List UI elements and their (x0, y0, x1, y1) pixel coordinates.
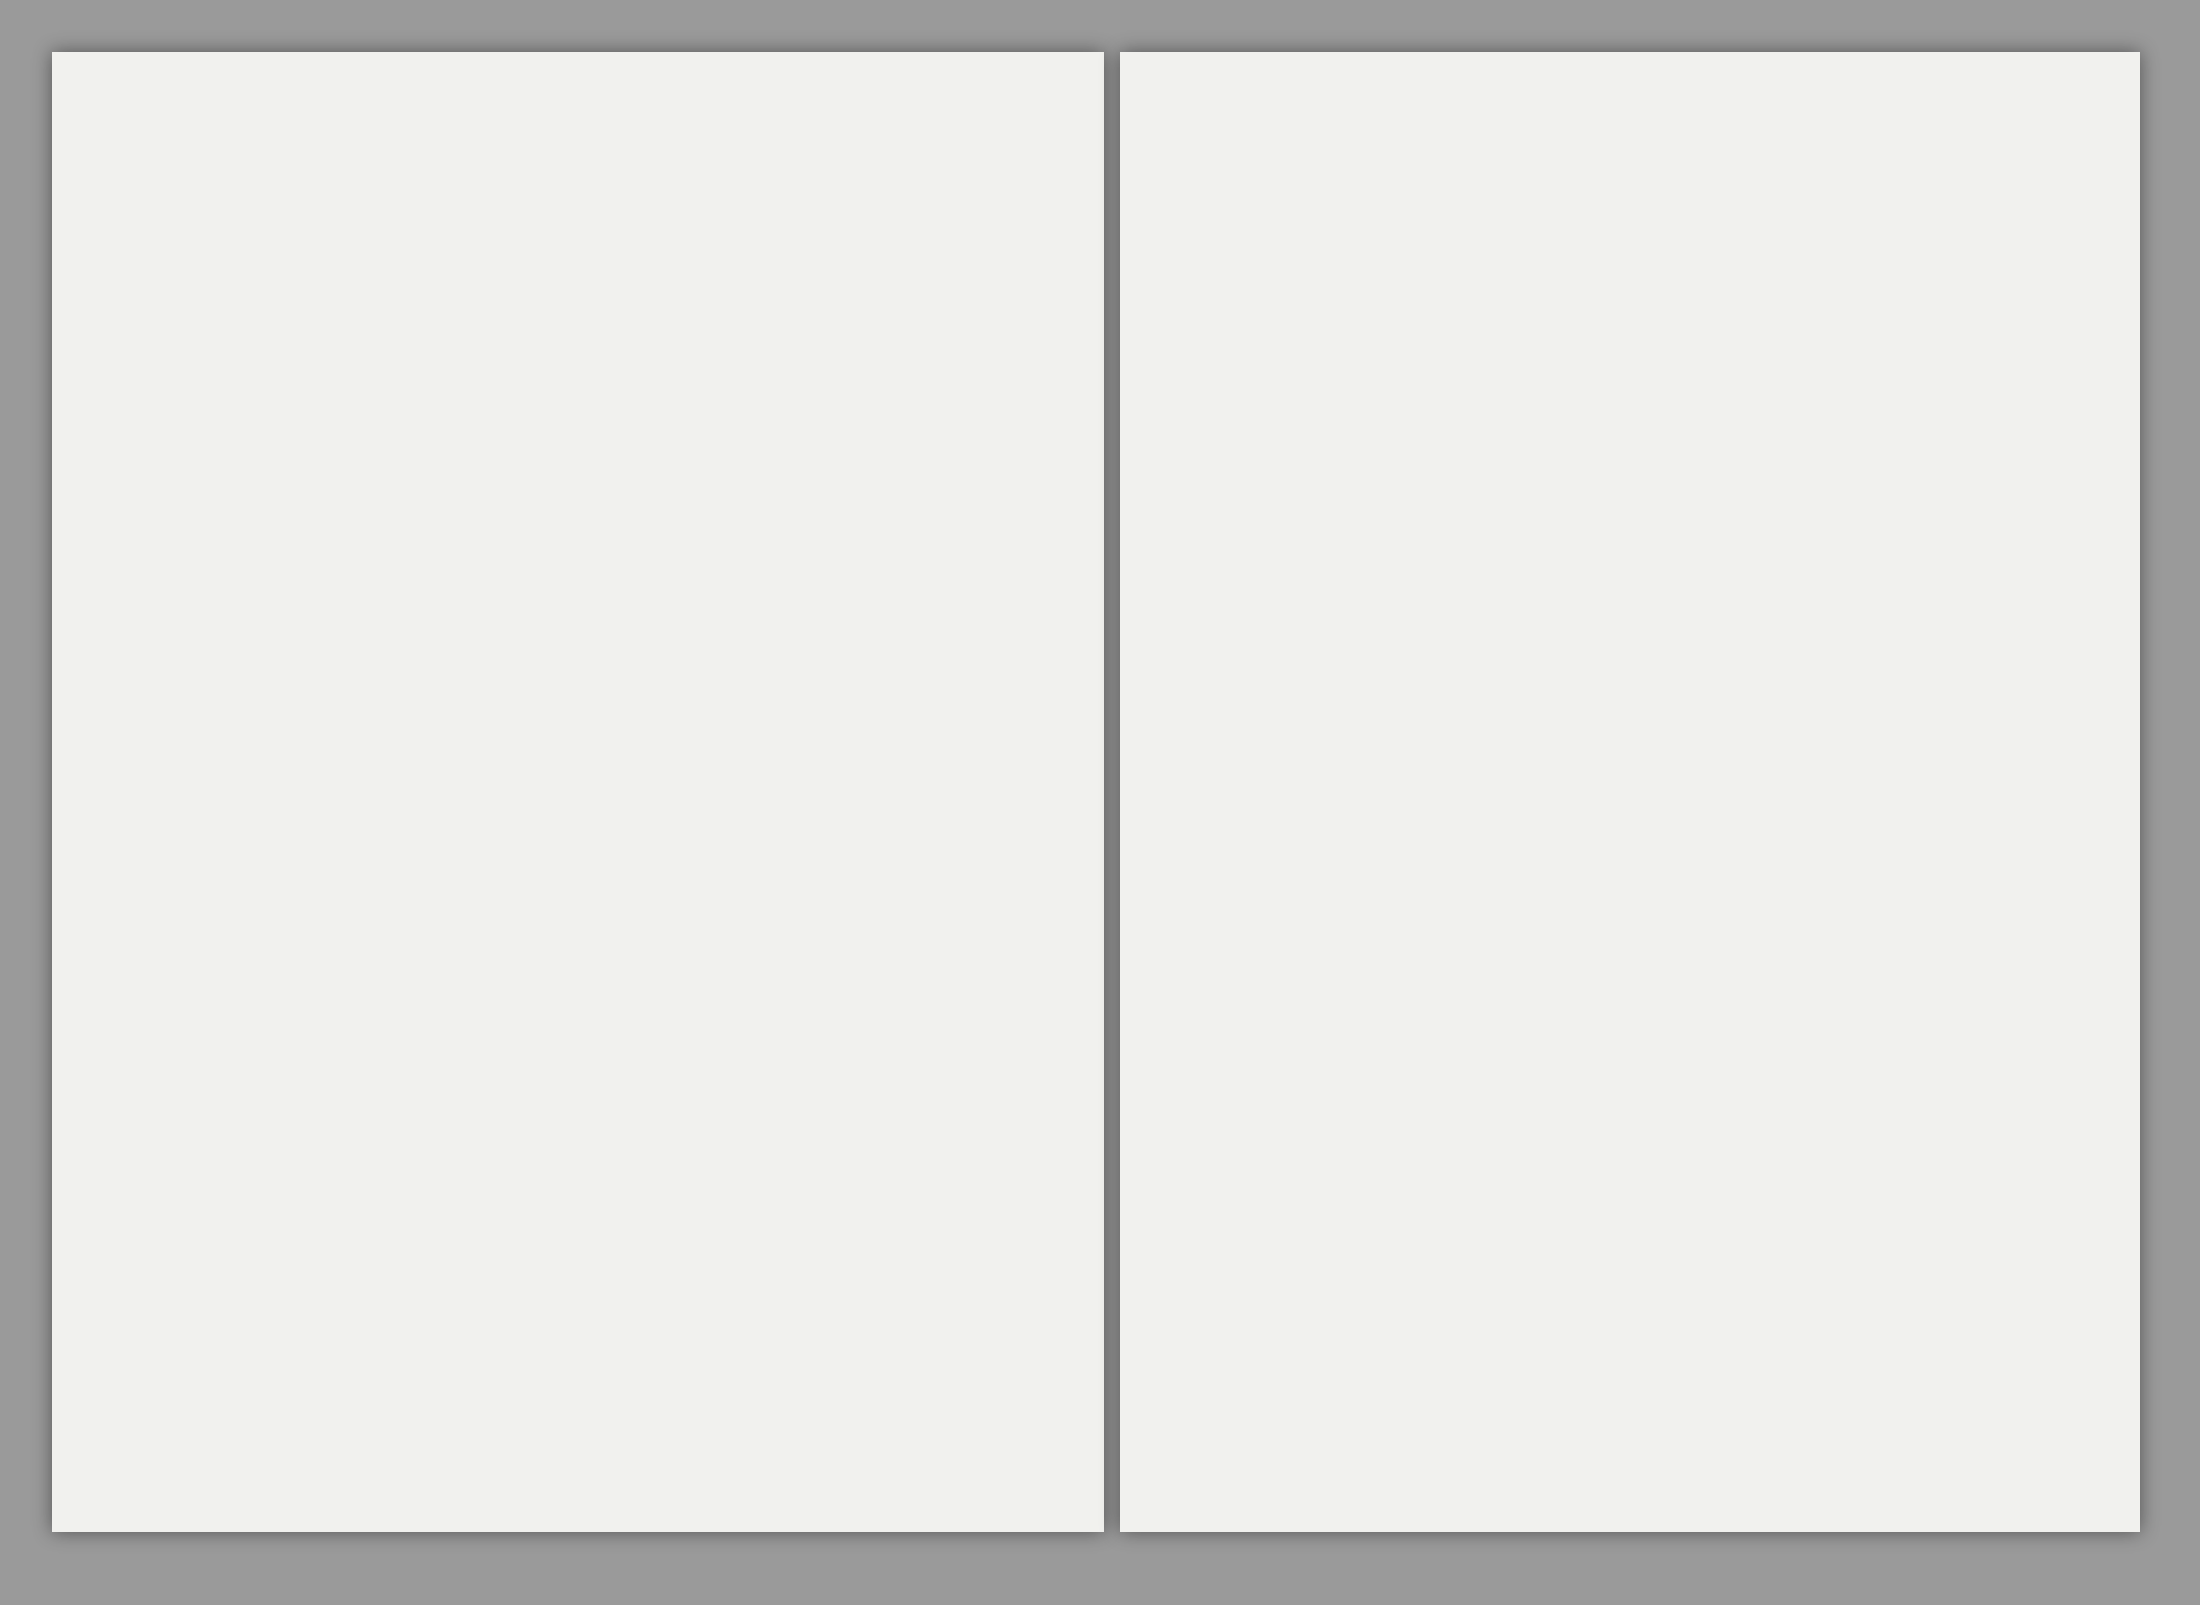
right-page-grid (1120, 52, 2140, 1532)
register-left-page (52, 52, 1104, 1532)
left-page-grid (52, 52, 1104, 1532)
register-right-page (1120, 52, 2140, 1532)
